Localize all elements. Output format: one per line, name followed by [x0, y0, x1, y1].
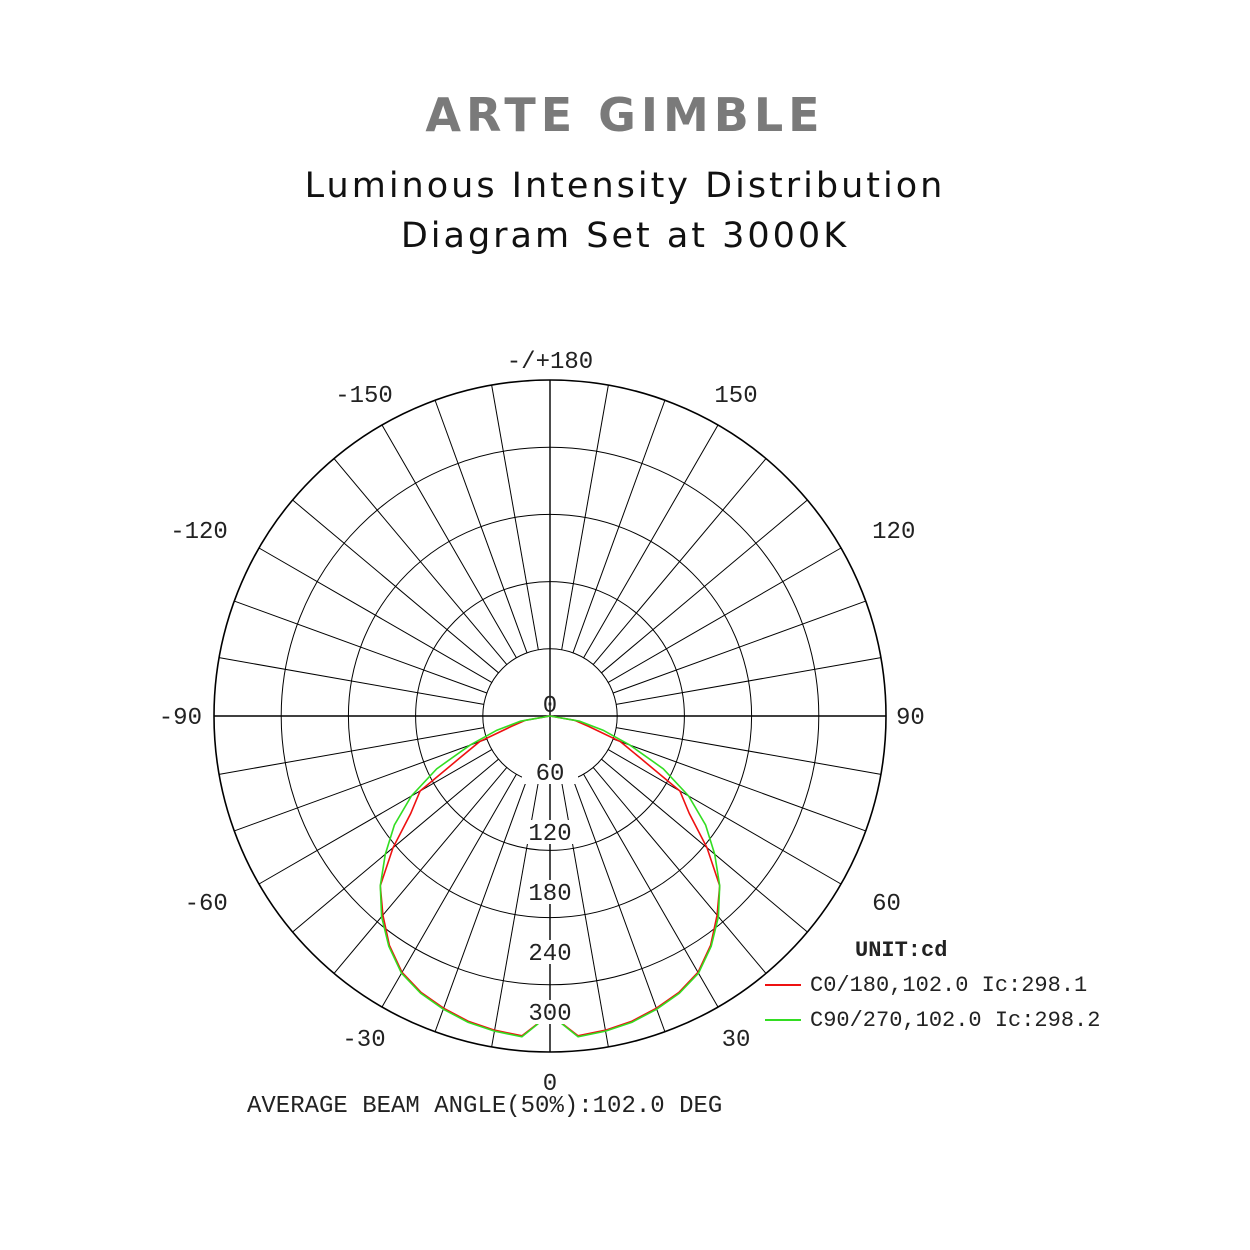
grid-spoke	[234, 601, 487, 693]
brand-title: ARTE GIMBLE	[425, 88, 825, 142]
legend-entry-c0: C0/180,102.0 Ic:298.1	[810, 973, 1088, 998]
grid-spoke	[382, 425, 516, 658]
grid-spoke	[613, 739, 866, 831]
radial-tick-label: 60	[535, 761, 565, 788]
angle-label: 0	[542, 1071, 558, 1098]
grid-spoke	[584, 425, 718, 658]
grid-spoke	[435, 400, 527, 653]
angle-label: -60	[184, 891, 228, 918]
grid-spoke	[219, 658, 484, 705]
grid-spoke	[334, 459, 507, 665]
grid-spoke	[219, 728, 484, 775]
grid-spoke	[562, 385, 609, 650]
angle-label: 90	[896, 705, 925, 732]
radial-tick-label: 180	[528, 881, 572, 908]
radial-tick-label: 120	[528, 821, 572, 848]
grid-spoke	[613, 601, 866, 693]
angle-label: -90	[158, 705, 202, 732]
unit-label: UNIT:cd	[855, 938, 948, 963]
radial-tick-label: 240	[528, 941, 572, 968]
grid-spoke	[608, 750, 841, 884]
grid-spoke	[616, 658, 881, 705]
angle-label: 120	[872, 519, 916, 546]
grid-spoke	[334, 767, 507, 973]
grid-spoke	[492, 385, 539, 650]
grid-spoke	[293, 500, 499, 673]
legend-entry-c90: C90/270,102.0 Ic:298.2	[810, 1008, 1101, 1033]
grid-spoke	[573, 400, 665, 653]
diagram-title-line2: Diagram Set at 3000K	[400, 216, 850, 256]
grid-spoke	[616, 728, 881, 775]
grid-spoke	[608, 548, 841, 682]
grid-spoke	[573, 779, 665, 1032]
radial-tick-label: 300	[528, 1001, 572, 1028]
beam-angle-footer: AVERAGE BEAM ANGLE(50%):102.0 DEG	[247, 1093, 723, 1120]
angle-label: 30	[721, 1027, 751, 1055]
grid-spoke	[259, 750, 492, 884]
diagram-title-line1: Luminous Intensity Distribution	[304, 166, 946, 206]
grid-spoke	[234, 739, 487, 831]
grid-spoke	[435, 779, 527, 1032]
grid-spoke	[601, 759, 807, 932]
grid-spoke	[601, 500, 807, 673]
angle-label: -150	[335, 382, 393, 410]
grid-spoke	[293, 759, 499, 932]
grid-spoke	[259, 548, 492, 682]
radial-tick-label: 0	[542, 693, 558, 720]
angle-label: 60	[872, 891, 901, 918]
angle-label: 150	[714, 382, 758, 410]
grid-spoke	[593, 459, 766, 665]
grid-spoke	[593, 767, 766, 973]
angle-label: -/+180	[506, 349, 594, 376]
angle-label: -30	[342, 1027, 386, 1055]
angle-label: -120	[170, 519, 228, 546]
